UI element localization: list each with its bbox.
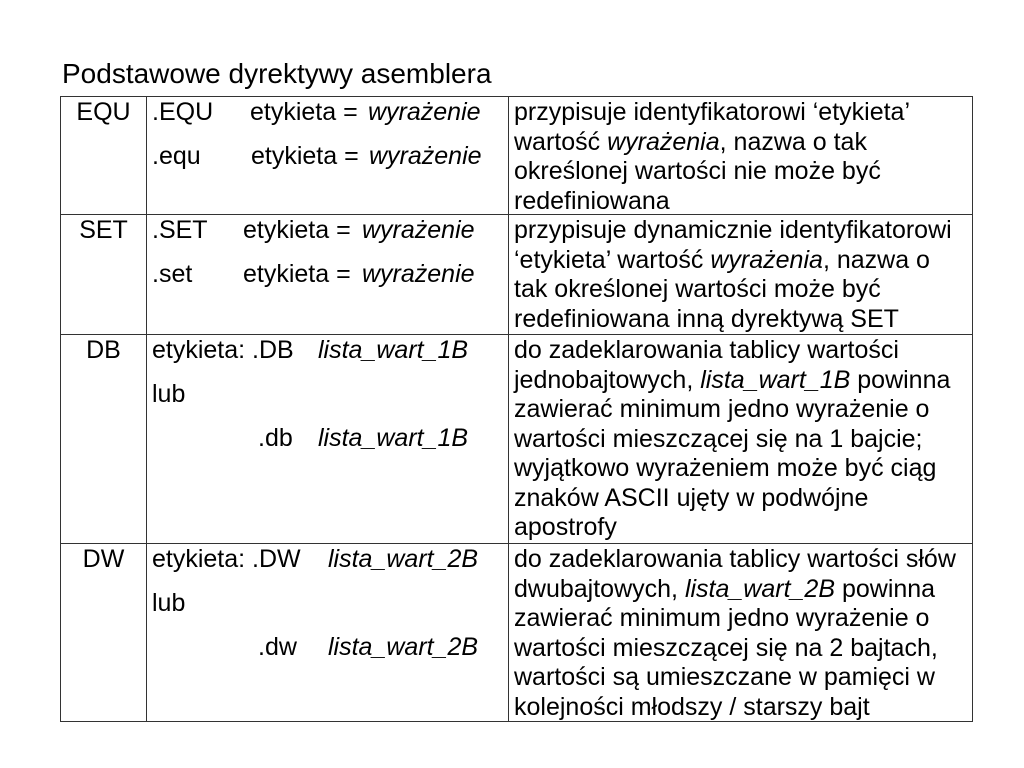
description-line: wartości mieszczącej się na 2 bajtach, (514, 633, 938, 662)
syntax-expression: lista_wart_2B (328, 633, 479, 661)
table-row-db (61, 335, 972, 544)
description-line: apostrofy (514, 513, 617, 541)
table-row-equ (61, 97, 972, 215)
syntax-or-label: lub (152, 380, 186, 408)
description-line: określonej wartości nie może być (514, 157, 881, 185)
syntax-expression: wyrażenie (369, 142, 482, 170)
description-emphasis: wyrażenia (710, 245, 823, 274)
description-line: wyjątkowo wyrażeniem może być ciąg (514, 454, 937, 482)
directive-name-cell (61, 97, 147, 214)
syntax-directive: etykieta: .DB (152, 336, 294, 364)
description-text: wartość (514, 127, 608, 156)
description-text: jednobajtowych, (514, 365, 701, 394)
description-line: znaków ASCII ujęty w podwójne (514, 483, 869, 512)
description-line: tak określonej wartości może być (514, 275, 881, 303)
description-text: powinna (835, 574, 936, 603)
description-line: zawierać minimum jedno wyrażenie o (514, 604, 930, 632)
description-cell (509, 97, 972, 214)
description-cell (509, 215, 972, 334)
syntax-line (147, 142, 508, 172)
description-line: do zadeklarowania tablicy wartości słów (514, 545, 956, 573)
description-line (514, 366, 972, 396)
description-emphasis: lista_wart_2B (684, 574, 836, 603)
syntax-line (147, 545, 508, 575)
syntax-line (147, 633, 508, 663)
slide-title: Podstawowe dyrektywy asemblera (62, 58, 492, 89)
syntax-cell (147, 335, 509, 543)
syntax-directive: .SET (152, 216, 208, 244)
syntax-line (147, 589, 508, 619)
directive-name-cell (61, 544, 147, 721)
description-line: redefiniowana inną dyrektywą SET (514, 304, 899, 333)
syntax-expression: wyrażenie (362, 260, 475, 288)
syntax-line (147, 336, 508, 366)
syntax-expression: lista_wart_2B (328, 545, 479, 573)
description-text: , nazwa o (822, 245, 930, 274)
description-line: przypisuje identyfikatorowi ‘etykieta’ (514, 98, 911, 126)
description-line: wartości mieszczącej się na 1 bajcie; (514, 424, 923, 453)
description-text: ‘etykieta’ wartość (514, 245, 711, 274)
syntax-expression: lista_wart_1B (318, 424, 469, 452)
syntax-directive: .dw (258, 633, 297, 661)
directive-name: DW (82, 545, 125, 573)
directive-name: EQU (76, 98, 131, 126)
syntax-directive: .equ (152, 142, 201, 170)
syntax-label: etykieta = (243, 216, 351, 244)
syntax-directive: etykieta: .DW (152, 545, 301, 573)
syntax-label: etykieta = (243, 260, 351, 288)
description-cell (509, 335, 972, 543)
directive-name: SET (79, 216, 128, 244)
description-line: redefiniowana (514, 186, 670, 215)
syntax-label: etykieta = (251, 142, 359, 170)
description-line: przypisuje dynamicznie identyfikatorowi (514, 216, 952, 244)
syntax-line (147, 380, 508, 410)
description-cell (509, 544, 972, 721)
syntax-line (147, 98, 508, 128)
directives-table (60, 96, 973, 722)
directive-name: DB (86, 336, 121, 364)
syntax-expression: wyrażenie (362, 216, 475, 244)
syntax-line (147, 260, 508, 290)
description-line (514, 575, 972, 605)
syntax-cell (147, 544, 509, 721)
directive-name-cell (61, 335, 147, 543)
description-emphasis: lista_wart_1B (700, 365, 851, 394)
table-row-dw (61, 544, 972, 721)
description-line: kolejności młodszy / starszy bajt (514, 692, 870, 721)
syntax-directive: .set (152, 260, 193, 288)
description-text: , nazwa o tak (719, 127, 867, 156)
description-line: wartości są umieszczane w pamięci w (514, 663, 935, 691)
description-line (514, 246, 972, 276)
description-emphasis: wyrażenia (607, 127, 720, 156)
table-row-set (61, 215, 972, 335)
syntax-cell (147, 97, 509, 214)
syntax-directive: .db (258, 424, 293, 452)
syntax-line (147, 216, 508, 246)
syntax-label: etykieta = (250, 98, 358, 126)
description-line: do zadeklarowania tablicy wartości (514, 336, 899, 364)
directive-name-cell (61, 215, 147, 334)
syntax-line (147, 424, 508, 454)
description-line: zawierać minimum jedno wyrażenie o (514, 395, 930, 423)
syntax-cell (147, 215, 509, 334)
syntax-expression: wyrażenie (368, 98, 481, 126)
syntax-expression: lista_wart_1B (318, 336, 469, 364)
syntax-or-label: lub (152, 589, 186, 617)
syntax-directive: .EQU (152, 98, 214, 126)
description-text: powinna (850, 365, 951, 394)
description-line (514, 128, 972, 158)
description-text: dwubajtowych, (514, 574, 685, 603)
